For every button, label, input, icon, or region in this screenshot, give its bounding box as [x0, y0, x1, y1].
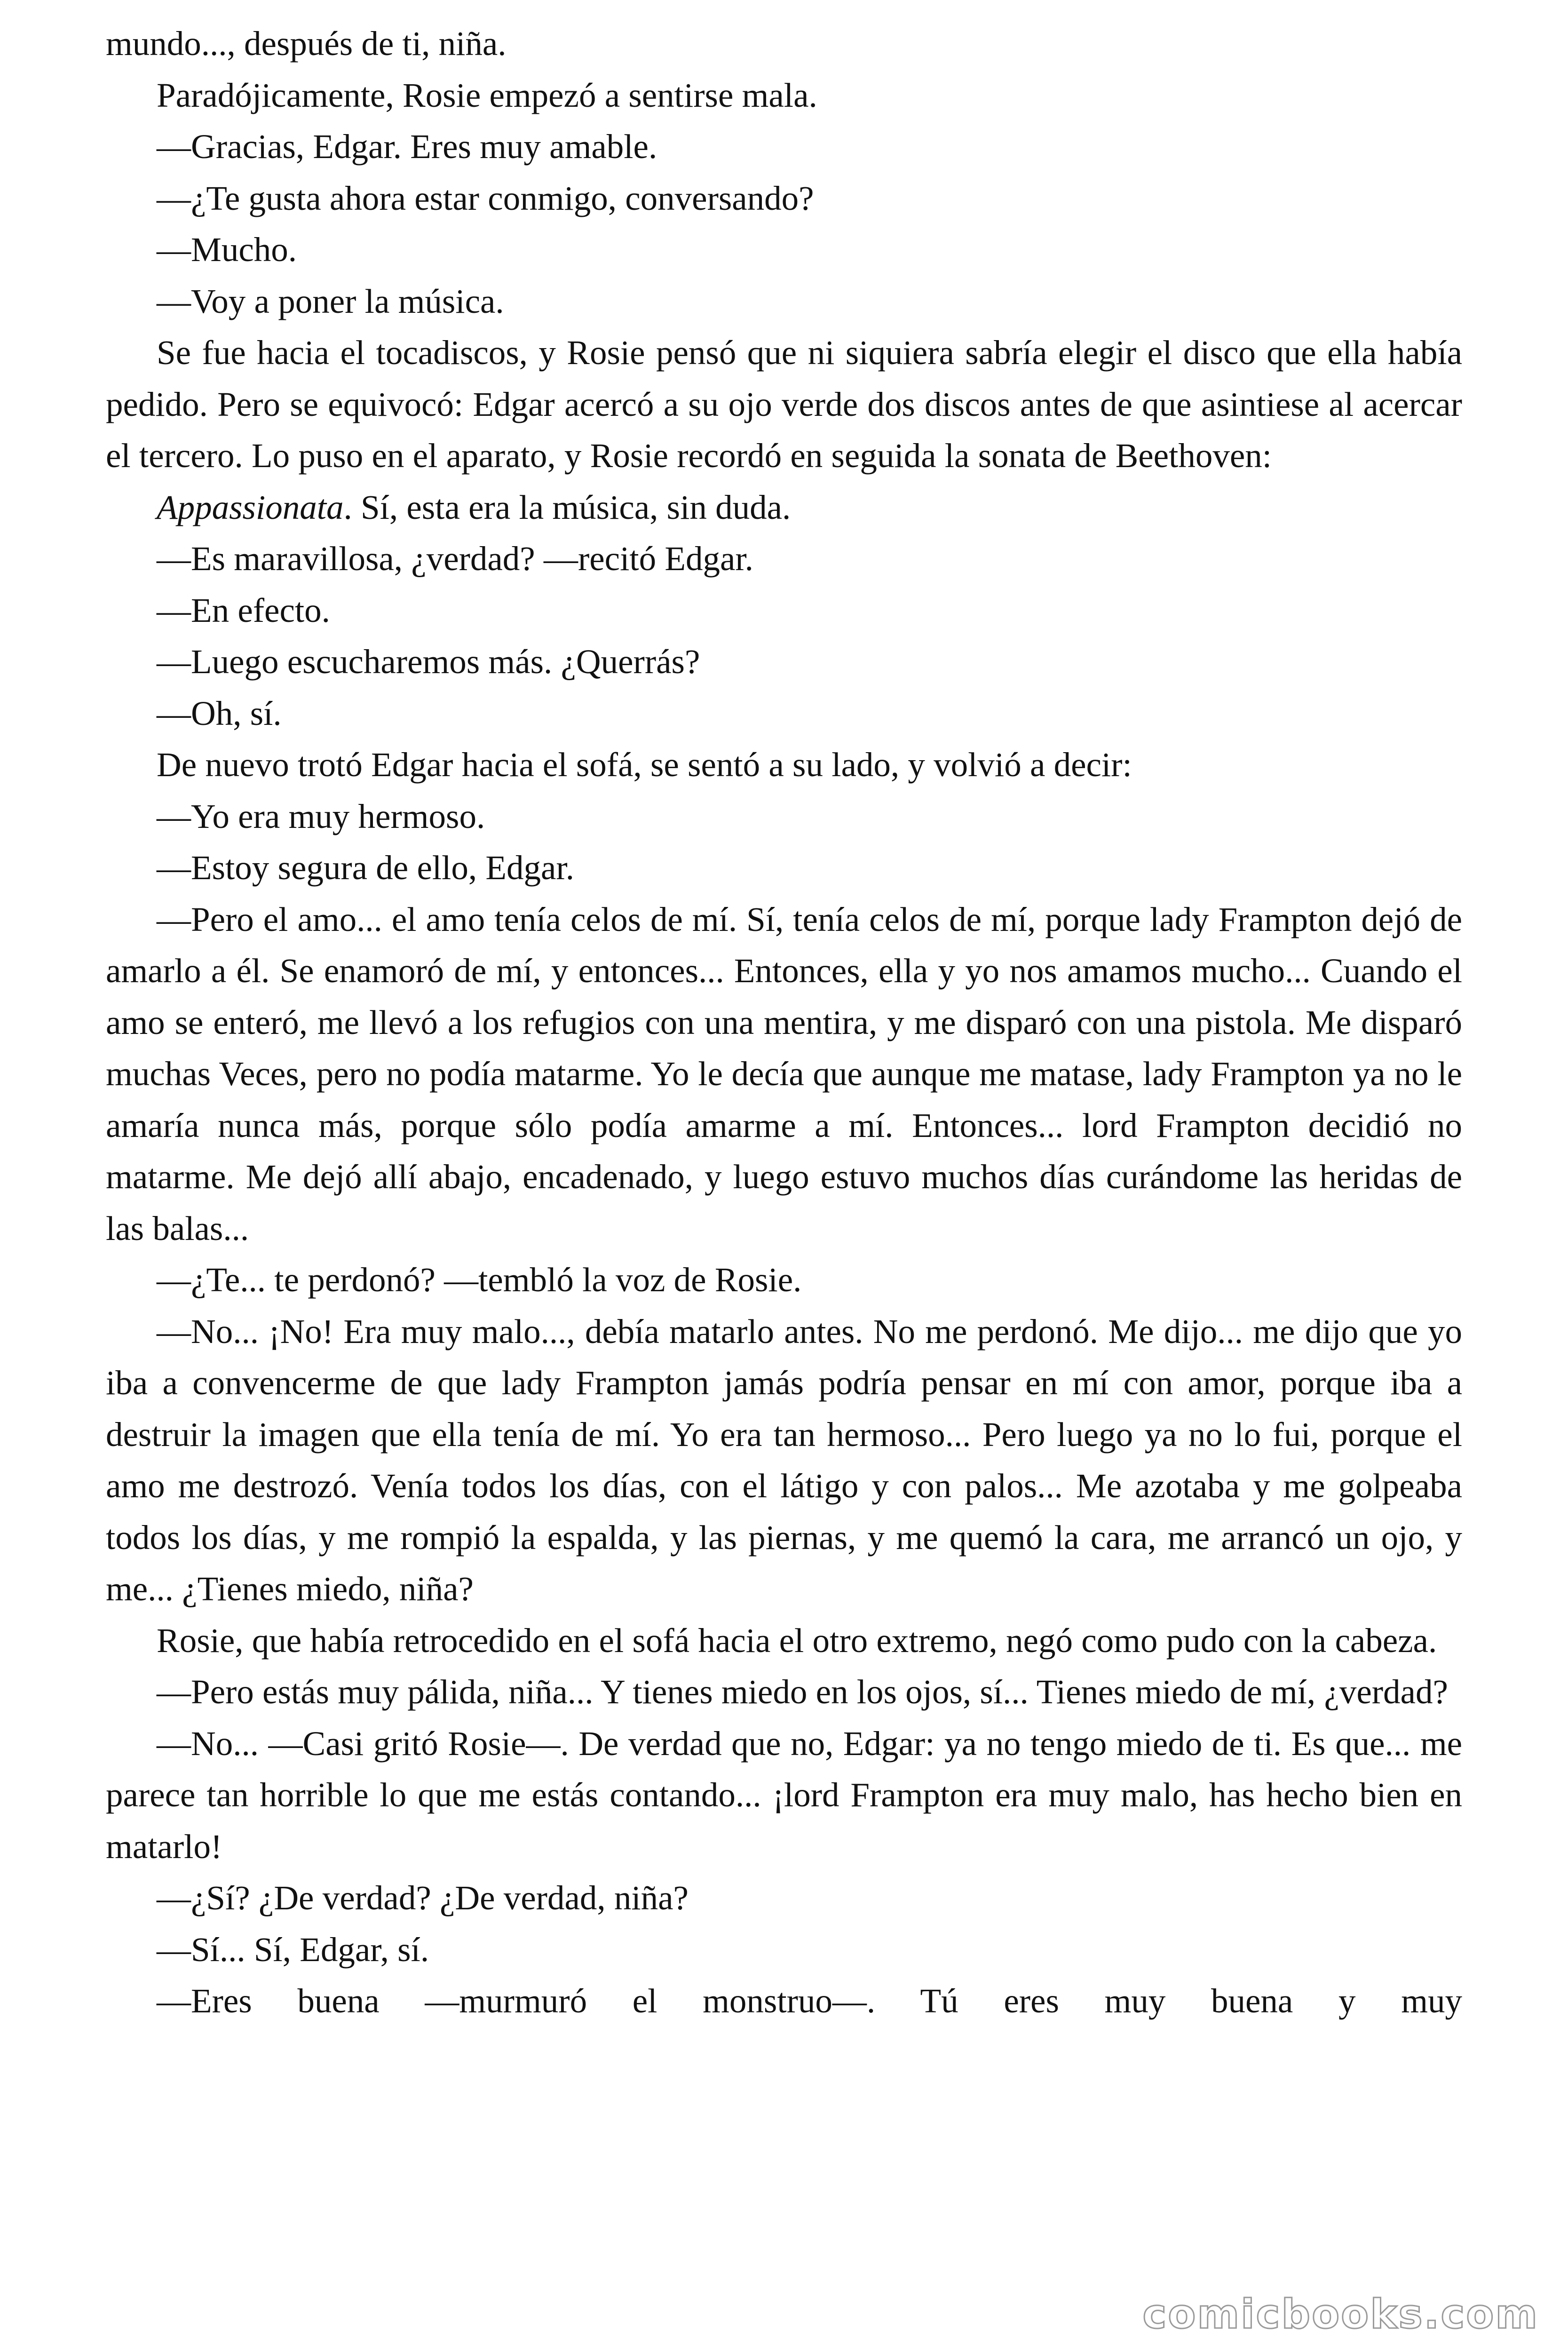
paragraph-20: —Pero estás muy pálida, niña... Y tienes miedo en los ojos, sí... Tienes miedo de mí, ¿verdad?	[157, 1673, 1448, 1711]
paragraph-19: Rosie, que había retrocedido en el sofá hacia el otro extremo, negó como pudo con la cabeza.	[157, 1621, 1437, 1660]
paragraph-18: —No... ¡No! Era muy malo..., debía matarlo antes. No me perdonó. Me dijo... me dijo que yo iba a convencerme de que lady Frampton jamás podría pensar en mí con amor, porque iba a destruir la imagen que ella tenía de mí. Yo era tan hermoso... Pero luego ya no lo fui, porque el amo me destrozó. Venía todos los días, con el látigo y con palos... Me azotaba y me golpeaba todos los días, y me rompió la espalda, y las piernas, y me quemó la cara, me arrancó un ojo, y me... ¿Tienes miedo, niña?	[106, 1312, 1462, 1608]
page-body-text	[106, 18, 1462, 2027]
paragraph-4: —¿Te gusta ahora estar conmigo, conversando?	[157, 179, 814, 217]
paragraph-13: De nuevo trotó Edgar hacia el sofá, se sentó a su lado, y volvió a decir:	[157, 746, 1132, 784]
paragraph-3: —Gracias, Edgar. Eres muy amable.	[157, 127, 657, 166]
paragraph-10: —En efecto.	[157, 591, 330, 629]
paragraph-1: mundo..., después de ti, niña.	[106, 24, 507, 63]
paragraph-8: Appassionata. Sí, esta era la música, sin duda.	[157, 488, 791, 526]
paragraph-12: —Oh, sí.	[157, 694, 282, 732]
paragraph-15: —Estoy segura de ello, Edgar.	[157, 849, 574, 887]
paragraph-2: Paradójicamente, Rosie empezó a sentirse mala.	[157, 76, 817, 114]
paragraph-14: —Yo era muy hermoso.	[157, 797, 485, 835]
paragraph-21: —No... —Casi gritó Rosie—. De verdad que no, Edgar: ya no tengo miedo de ti. Es que... me parece tan horrible lo que me estás contando... ¡lord Frampton era muy malo, has hecho bien en matarlo!	[106, 1724, 1462, 1866]
paragraph-16: —Pero el amo... el amo tenía celos de mí. Sí, tenía celos de mí, porque lady Frampton dejó de amarlo a él. Se enamoró de mí, y entonces... Entonces, ella y yo nos amamos mucho... Cuando el amo se enteró, me llevó a los refugios con una mentira, y me disparó con una pistola. Me disparó muchas Veces, pero no podía matarme. Yo le decía que aunque me matase, lady Frampton ya no le amaría nunca más, porque sólo podía amarme a mí. Entonces... lord Frampton decidió no matarme. Me dejó allí abajo, encadenado, y luego estuvo muchos días curándome las heridas de las balas...	[106, 900, 1462, 1248]
paragraph-6: —Voy a poner la música.	[157, 282, 504, 320]
paragraph-17: —¿Te... te perdonó? —tembló la voz de Rosie.	[157, 1261, 802, 1299]
paragraph-11: —Luego escucharemos más. ¿Querrás?	[157, 643, 700, 681]
paragraph-5: —Mucho.	[157, 230, 297, 269]
italic-title: Appassionata	[157, 488, 344, 526]
watermark: comicbooks.com	[1142, 2291, 1539, 2338]
paragraph-9: —Es maravillosa, ¿verdad? —recitó Edgar.	[157, 540, 753, 578]
paragraph-22: —¿Sí? ¿De verdad? ¿De verdad, niña?	[157, 1879, 689, 1917]
paragraph-7: Se fue hacia el tocadiscos, y Rosie pensó que ni siquiera sabría elegir el disco que ella había pedido. Pero se equivocó: Edgar acercó a su ojo verde dos discos antes de que asintiese al acercar el tercero. Lo puso en el aparato, y Rosie recordó en seguida la sonata de Beethoven:	[106, 334, 1462, 475]
paragraph-24: —Eres buena —murmuró el monstruo—. Tú eres muy buena y muy	[157, 1982, 1462, 2020]
paragraph-23: —Sí... Sí, Edgar, sí.	[157, 1930, 429, 1969]
